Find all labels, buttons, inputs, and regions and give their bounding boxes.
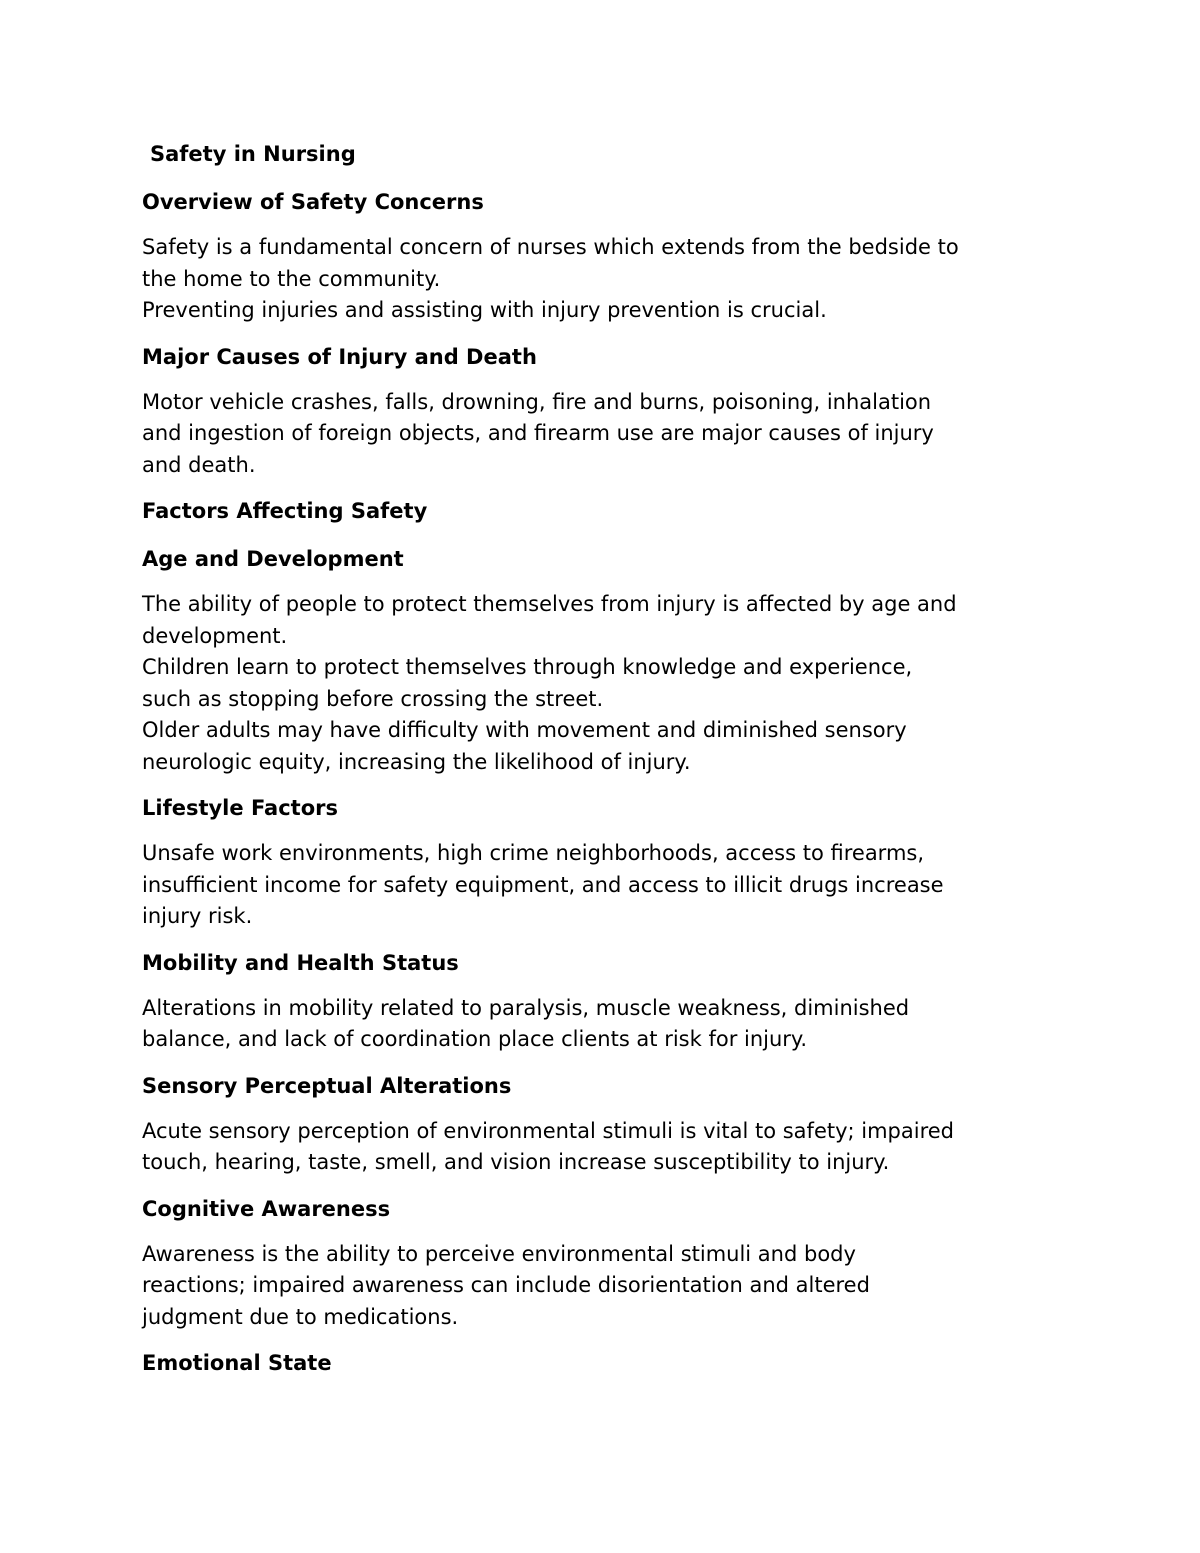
heading-sensory-perceptual: Sensory Perceptual Alterations [142,1073,512,1098]
paragraph-major-causes: Motor vehicle crashes, falls, drowning, fire and burns, poisoning, inhalation and ingestion of foreign objects, and firearm use are major causes of injury and death. [142,389,934,477]
heading-age-development: Age and Development [142,547,404,571]
heading-lifestyle-factors: Lifestyle Factors [142,796,338,820]
document-title: Safety in Nursing [150,142,356,166]
heading-cognitive-awareness: Cognitive Awareness [142,1196,391,1221]
paragraph-lifestyle-factors: Unsafe work environments, high crime neighborhoods, access to firearms, insufficient income for safety equipment, and access to illicit drugs increase injury risk. [142,841,944,928]
heading-emotional-state: Emotional State [142,1351,332,1375]
heading-factors-affecting-safety: Factors Affecting Safety [142,499,428,523]
paragraph-age-development: The ability of people to protect themselves from injury is affected by age and development. Children learn to protect themselves through knowledge and experience, such as stopping before crossing the street. Older adults may have difficulty with movement and diminished sensory neurologic equity, increasing the likelihood of injury. [142,592,957,774]
document-page [142,136,1072,1381]
paragraph-overview: Safety is a fundamental concern of nurses which extends from the bedside to the home to the community. Preventing injuries and assisting with injury prevention is crucial. [142,235,959,322]
paragraph-cognitive-awareness: Awareness is the ability to perceive environmental stimuli and body reactions; impaired awareness can include disorientation and altered judgment due to medications. [142,1241,870,1329]
heading-mobility-health: Mobility and Health Status [142,950,459,975]
heading-overview: Overview of Safety Concerns [142,190,484,214]
paragraph-mobility-health: Alterations in mobility related to paralysis, muscle weakness, diminished balance, and lack of coordination place clients at risk for injury. [142,995,910,1051]
paragraph-sensory-perceptual: Acute sensory perception of environmental stimuli is vital to safety; impaired touch, hearing, taste, smell, and vision increase susceptibility to injury. [142,1118,955,1174]
heading-major-causes: Major Causes of Injury and Death [142,344,537,369]
